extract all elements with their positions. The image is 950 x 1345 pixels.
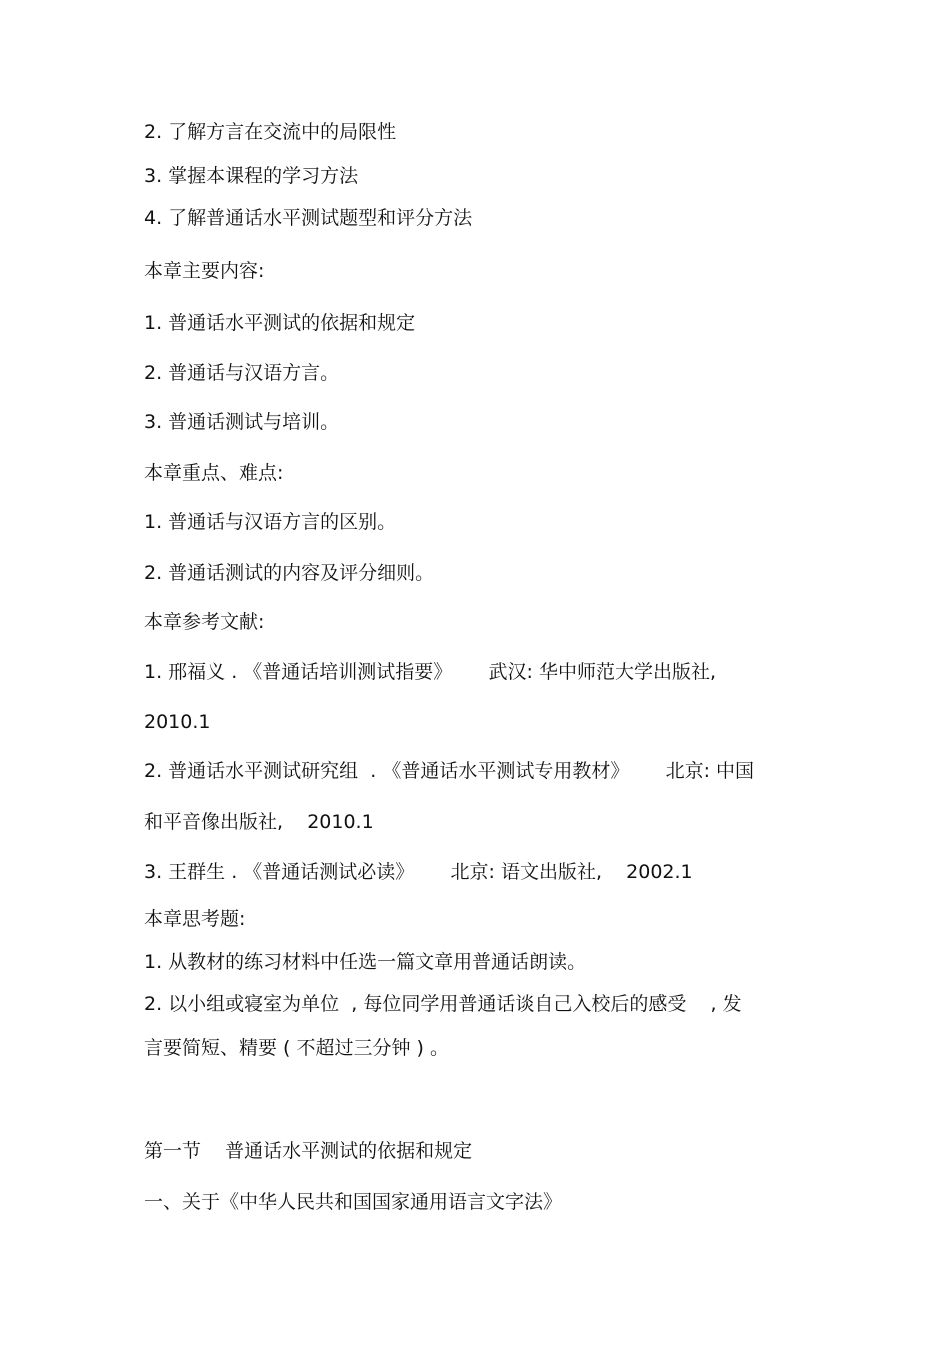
key-points-heading: 本章重点、难点: (144, 462, 284, 484)
question-line: 2. 以小组或寝室为单位 , 每位同学用普通话谈自己入校后的感受 , 发 (144, 993, 742, 1015)
questions-heading: 本章思考题: (144, 908, 246, 930)
main-content-item: 1. 普通话水平测试的依据和规定 (144, 312, 416, 334)
key-point-item: 2. 普通话测试的内容及评分细则。 (144, 562, 435, 584)
reference-line: 和平音像出版社, 2010.1 (144, 811, 374, 833)
main-content-heading: 本章主要内容: (144, 260, 265, 282)
section-subtitle: 一、关于《中华人民共和国国家通用语言文字法》 (144, 1191, 563, 1213)
reference-line: 2. 普通话水平测试研究组 . 《普通话水平测试专用教材》 北京: 中国 (144, 760, 755, 782)
main-content-item: 2. 普通话与汉语方言。 (144, 362, 340, 384)
reference-line: 3. 王群生 . 《普通话测试必读》 北京: 语文出版社, 2002.1 (144, 861, 693, 883)
reference-line: 1. 邢福义 . 《普通话培训测试指要》 武汉: 华中师范大学出版社, (144, 661, 717, 683)
objective-line: 3. 掌握本课程的学习方法 (144, 165, 359, 187)
references-heading: 本章参考文献: (144, 611, 265, 633)
objective-line: 2. 了解方言在交流中的局限性 (144, 121, 397, 143)
key-point-item: 1. 普通话与汉语方言的区别。 (144, 511, 397, 533)
section-title: 第一节 普通话水平测试的依据和规定 (144, 1140, 473, 1162)
reference-line: 2010.1 (144, 711, 211, 733)
main-content-item: 3. 普通话测试与培训。 (144, 411, 340, 433)
question-line: 言要简短、精要 ( 不超过三分钟 ) 。 (144, 1037, 449, 1059)
question-line: 1. 从教材的练习材料中任选一篇文章用普通话朗读。 (144, 951, 587, 973)
objective-line: 4. 了解普通话水平测试题型和评分方法 (144, 207, 473, 229)
